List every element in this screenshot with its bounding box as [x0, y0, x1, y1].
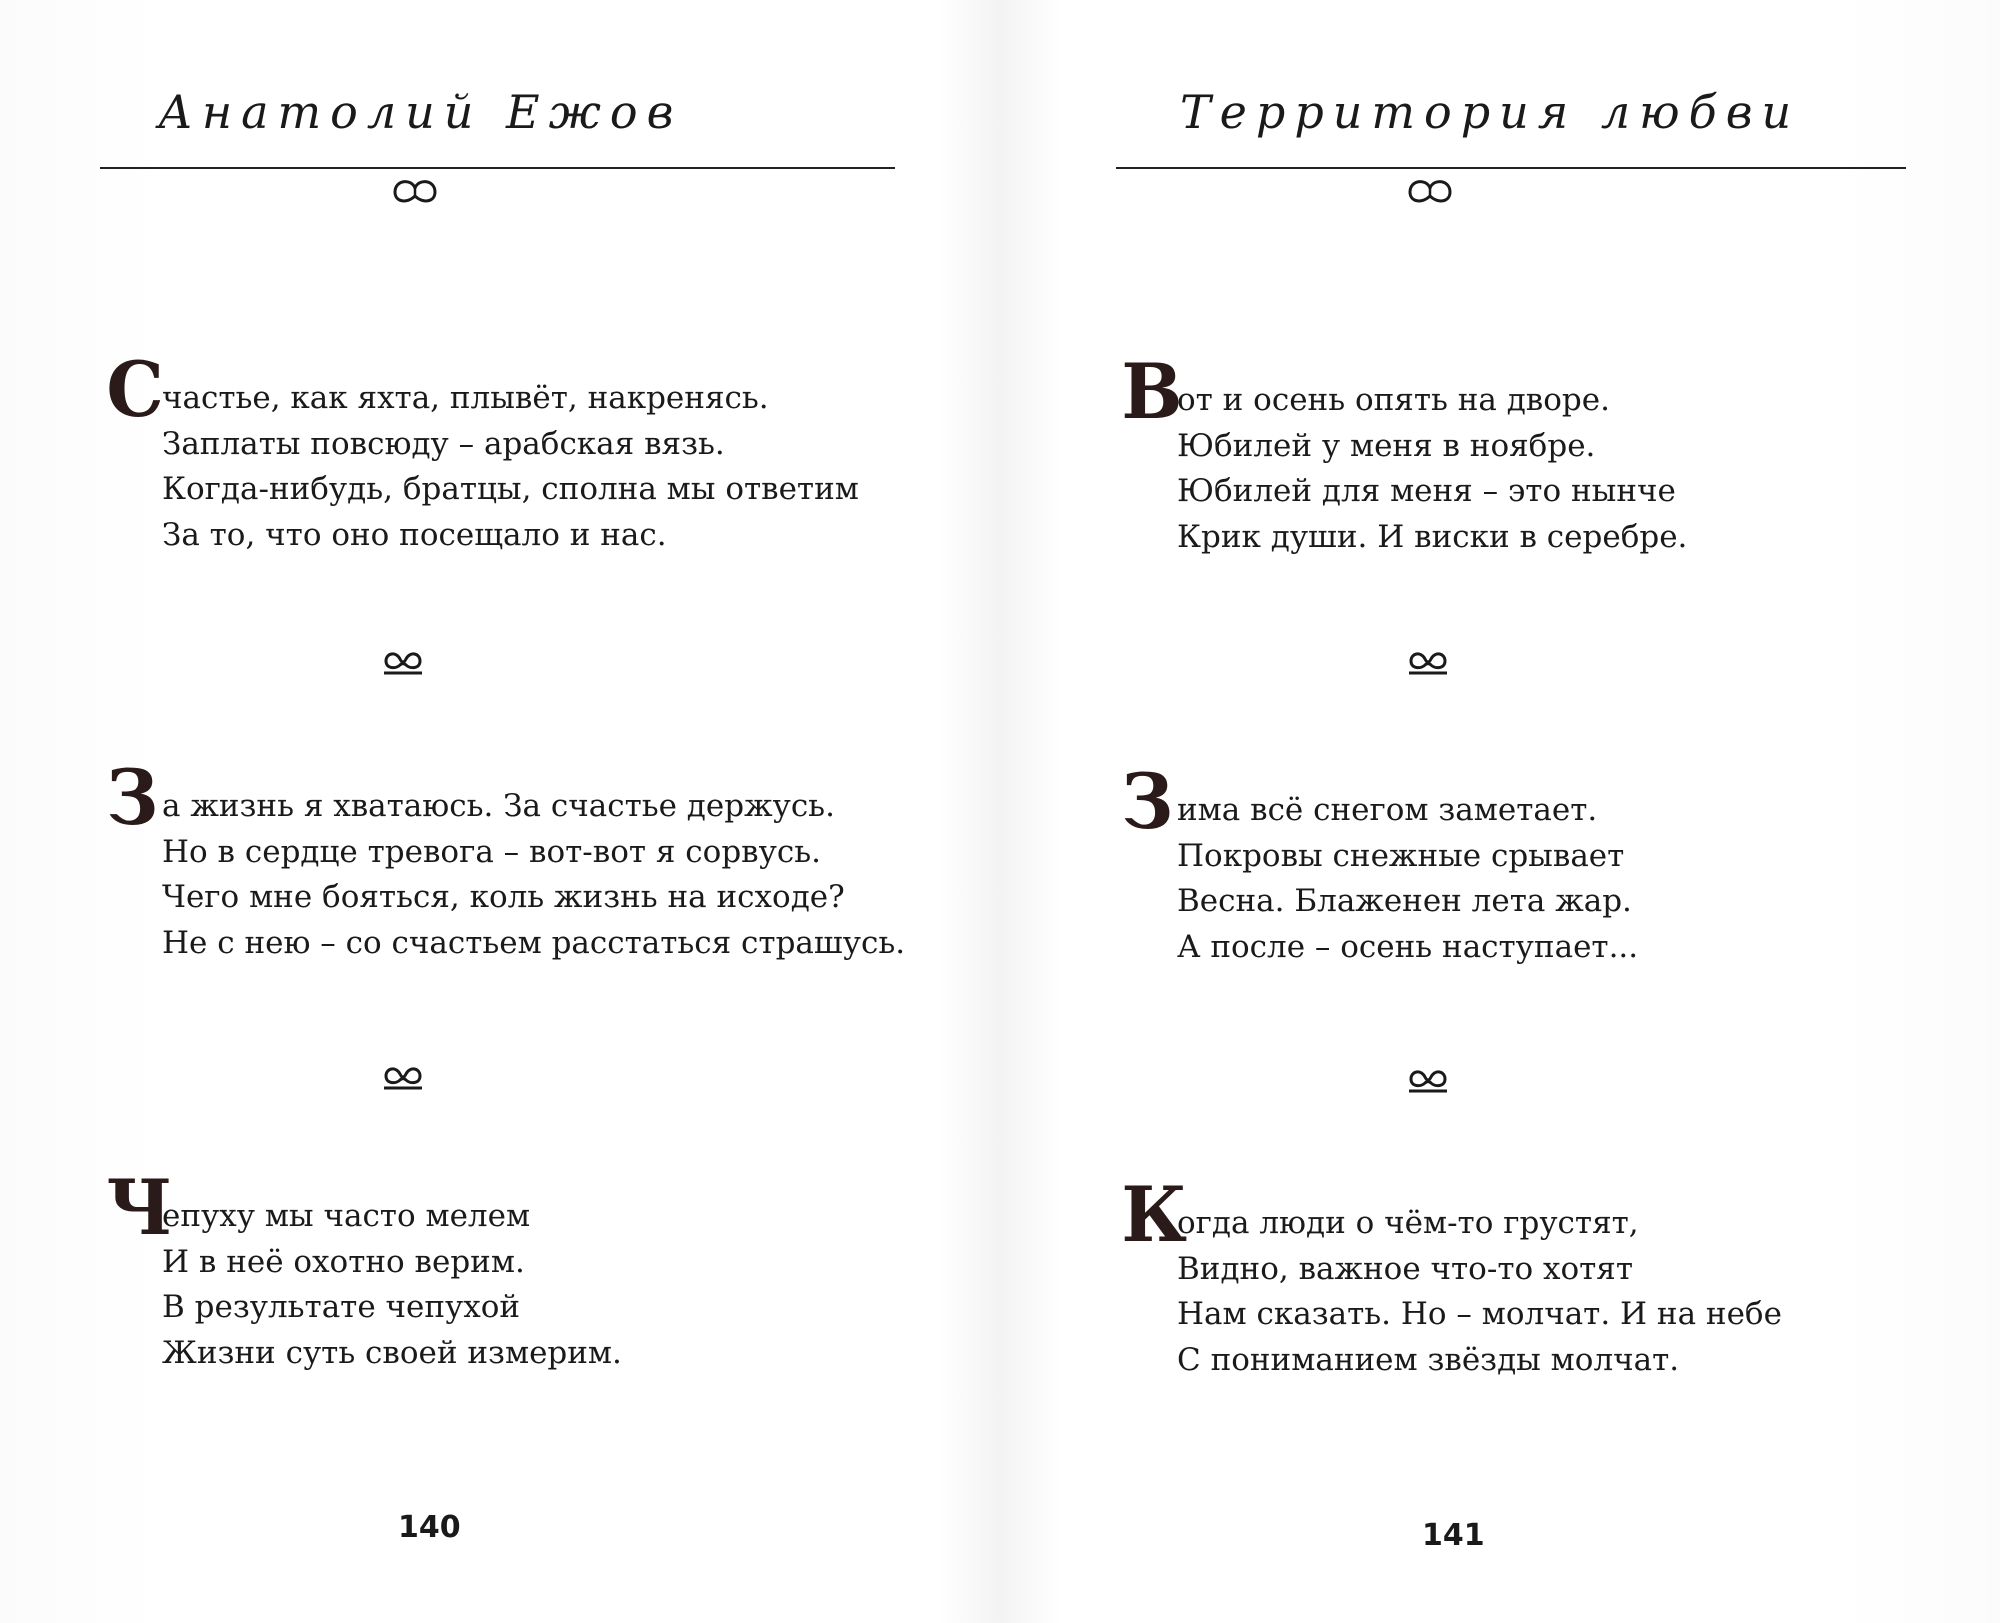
stanza-first-line: За жизнь я хватаюсь. За счастье держусь. [106, 753, 835, 842]
header-ornament-icon [1400, 170, 1460, 210]
drop-cap: Ч [106, 1163, 173, 1252]
stanza-3 [1120, 1170, 1782, 1383]
divider-ornament-icon [380, 1062, 426, 1092]
stanza-line: Покровы снежные срывает [1177, 837, 1625, 874]
stanza-line: Нам сказать. Но – молчат. И на небе [1177, 1296, 1782, 1332]
page-number: 141 [1422, 1518, 1485, 1553]
drop-cap: З [106, 753, 159, 842]
stanza-first-line: Счастье, как яхта, плывёт, накренясь. [106, 345, 769, 434]
divider-ornament-icon [1405, 647, 1451, 677]
stanza-line: В результате чепухой [162, 1289, 521, 1325]
divider-ornament-icon [380, 647, 426, 677]
header-rule [100, 167, 895, 169]
stanza-first-line: Когда люди о чём-то грустят, [1121, 1170, 1639, 1259]
stanza-line: Крик души. И виски в серебре. [1177, 518, 1688, 555]
stanza-line: Весна. Блаженен лета жар. [1177, 883, 1632, 919]
stanza-line: Видно, важное что-то хотят [1177, 1250, 1633, 1287]
stanza-line: Но в сердце тревога – вот-вот я сорвусь. [162, 833, 821, 870]
stanza-line: Юбилей у меня в ноябре. [1177, 427, 1596, 464]
header-ornament-icon [385, 170, 445, 210]
stanza-line: И в неё охотно верим. [162, 1243, 525, 1280]
stanza-line: А после – осень наступает... [1177, 928, 1639, 965]
right-page [1000, 0, 2000, 1623]
header-rule [1116, 167, 1906, 169]
stanza-line: Юбилей для меня – это нынче [1177, 473, 1676, 509]
stanza-1 [1120, 347, 1688, 560]
drop-cap: В [1121, 347, 1183, 436]
running-head-title: Территория любви [1180, 85, 1801, 139]
stanza-line: За то, что оно посещало и нас. [162, 516, 667, 553]
stanza-line: С пониманием звёзды молчат. [1177, 1341, 1680, 1378]
drop-cap: С [106, 345, 164, 434]
stanza-line: Не с нею – со счастьем расстаться страшусь. [162, 924, 906, 961]
stanza-first-line: Вот и осень опять на дворе. [1121, 347, 1610, 436]
divider-ornament-icon [1405, 1065, 1451, 1095]
stanza-2 [1120, 757, 1639, 970]
stanza-line: Жизни суть своей измерим. [162, 1334, 622, 1371]
stanza-line: Чего мне бояться, коль жизнь на исходе? [162, 879, 845, 915]
stanza-first-line: Чепуху мы часто мелем [106, 1163, 531, 1252]
drop-cap: З [1121, 757, 1174, 846]
stanza-3 [105, 1163, 622, 1376]
stanza-line: Когда-нибудь, братцы, сполна мы ответим [162, 471, 859, 507]
page-number: 140 [398, 1510, 461, 1545]
stanza-1 [105, 345, 859, 558]
stanza-first-line: Зима всё снегом заметает. [1121, 757, 1598, 846]
stanza-2 [105, 753, 906, 966]
drop-cap: К [1121, 1170, 1188, 1259]
stanza-line: Заплаты повсюду – арабская вязь. [162, 425, 725, 462]
running-head-author: Анатолий Ежов [158, 85, 683, 139]
